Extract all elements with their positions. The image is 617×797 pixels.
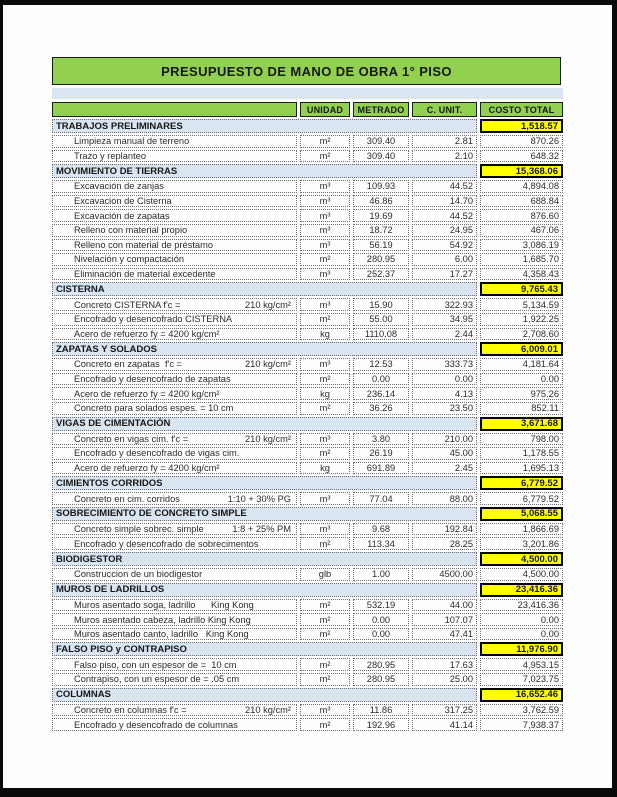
- item-unidad: m³: [300, 224, 350, 237]
- item-description: [52, 613, 297, 626]
- section-row: [52, 342, 563, 356]
- section-header: BIODIGESTOR: [52, 552, 477, 566]
- item-costo: 3,762.59: [480, 704, 563, 717]
- section-row: [52, 583, 563, 597]
- item-description: [52, 298, 297, 311]
- item-description-text: Concreto CISTERNA f'c =: [74, 299, 181, 310]
- item-unidad: m³: [300, 492, 350, 505]
- section-header: SOBRECIMIENTO DE CONCRETO SIMPLE: [52, 507, 477, 521]
- item-metrado: 0.00: [353, 613, 409, 626]
- section-header: FALSO PISO y CONTRAPISO: [52, 642, 477, 656]
- item-unidad: m²: [300, 658, 350, 671]
- item-unidad: m³: [300, 268, 350, 281]
- table-row: [52, 568, 563, 581]
- table-row: [52, 523, 563, 536]
- item-metrado: 3.80: [353, 433, 409, 446]
- column-header-cunit: C. UNIT.: [412, 102, 477, 117]
- item-description-detail: 210 kg/cm²: [245, 299, 291, 310]
- item-cunit: 4500.00: [412, 568, 477, 581]
- item-costo: 1,866.69: [480, 523, 563, 536]
- table-row: [52, 718, 563, 731]
- table-row: [52, 328, 563, 341]
- table-row: [52, 373, 563, 386]
- table-row: [52, 150, 563, 163]
- item-metrado: 113.34: [353, 537, 409, 550]
- table-row: [52, 673, 563, 686]
- item-description: [52, 658, 297, 671]
- item-unidad: m²: [300, 135, 350, 148]
- section-row: [52, 164, 563, 178]
- section-row: [52, 417, 563, 431]
- table-row: [52, 195, 563, 208]
- table-row: [52, 704, 563, 717]
- section-total: 15,368.06: [480, 164, 563, 178]
- item-description-text: Concreto simple sobrec. simple: [74, 524, 204, 535]
- item-description: [52, 447, 297, 460]
- item-unidad: m³: [300, 209, 350, 222]
- section-header: ZAPATAS Y SOLADOS: [52, 342, 477, 356]
- item-description-detail: 210 kg/cm²: [245, 433, 291, 444]
- table-row: [52, 492, 563, 505]
- item-costo: 798.00: [480, 433, 563, 446]
- item-metrado: 46.86: [353, 195, 409, 208]
- item-cunit: 88.00: [412, 492, 477, 505]
- item-metrado: 691.89: [353, 462, 409, 475]
- item-metrado: 18.72: [353, 224, 409, 237]
- item-unidad: m²: [300, 613, 350, 626]
- column-header-metrado: METRADO: [353, 102, 409, 117]
- item-costo: 4,953.15: [480, 658, 563, 671]
- item-costo: 4,181.64: [480, 358, 563, 371]
- item-description-text: Encofrado y desencofrado de sobrecimentos: [74, 538, 259, 549]
- item-metrado: 1.00: [353, 568, 409, 581]
- item-cunit: 25.00: [412, 673, 477, 686]
- table-row: [52, 358, 563, 371]
- item-metrado: 56.19: [353, 239, 409, 252]
- item-description: [52, 150, 297, 163]
- section-header: MUROS DE LADRILLOS: [52, 583, 477, 597]
- item-description-text: Concreto en cim. corridos: [74, 493, 180, 504]
- section-header: VIGAS DE CIMENTACIÓN: [52, 417, 477, 431]
- item-costo: 7,938.37: [480, 718, 563, 731]
- table-row: [52, 658, 563, 671]
- item-cunit: 17.63: [412, 658, 477, 671]
- item-metrado: 280.95: [353, 658, 409, 671]
- item-cunit: 4.13: [412, 387, 477, 400]
- item-description-text: Encofrado y desencofrado de columnas: [74, 719, 238, 730]
- section-row: [52, 552, 563, 566]
- item-cunit: 2.45: [412, 462, 477, 475]
- item-costo: 852.11: [480, 402, 563, 415]
- item-costo: 7,023.75: [480, 673, 563, 686]
- item-cunit: 322.93: [412, 298, 477, 311]
- item-cunit: 2.10: [412, 150, 477, 163]
- table-row: [52, 537, 563, 550]
- table-row: [52, 180, 563, 193]
- item-description-text: Muros asentado cabeza, ladrillo King Kong: [74, 614, 251, 625]
- item-description: [52, 628, 297, 641]
- item-costo: 2,708.60: [480, 328, 563, 341]
- item-unidad: m²: [300, 673, 350, 686]
- item-description-text: Acero de refuerzo fy = 4200 kg/cm²: [74, 388, 220, 399]
- item-costo: 23,416.36: [480, 599, 563, 612]
- item-description-text: Encofrado y desencofrado de vigas cim.: [74, 448, 240, 459]
- item-metrado: 36.26: [353, 402, 409, 415]
- item-description: [52, 462, 297, 475]
- item-description: [52, 402, 297, 415]
- item-description-text: Encofrado y desencofrado CISTERNA: [74, 314, 233, 325]
- item-cunit: 45.00: [412, 447, 477, 460]
- item-metrado: 0.00: [353, 373, 409, 386]
- item-description: [52, 268, 297, 281]
- section-total: 5,068.55: [480, 507, 563, 521]
- table-header-row: [52, 102, 563, 117]
- item-description: [52, 537, 297, 550]
- item-costo: 1,178.55: [480, 447, 563, 460]
- item-description: [52, 135, 297, 148]
- item-cunit: 192.84: [412, 523, 477, 536]
- section-row: [52, 507, 563, 521]
- item-costo: 688.84: [480, 195, 563, 208]
- item-cunit: 2.81: [412, 135, 477, 148]
- item-description: [52, 387, 297, 400]
- item-description: [52, 599, 297, 612]
- item-description-text: Acero de refuerzo fy = 4200 kg/cm²: [74, 328, 220, 339]
- item-metrado: 15.90: [353, 298, 409, 311]
- spacer-band: [52, 88, 563, 99]
- item-description-text: Acero de refuerzo fy = 4200 kg/cm²: [74, 462, 220, 473]
- section-row: [52, 119, 563, 133]
- table-row: [52, 599, 563, 612]
- item-cunit: 54.92: [412, 239, 477, 252]
- item-unidad: m²: [300, 447, 350, 460]
- item-unidad: m³: [300, 523, 350, 536]
- item-unidad: m²: [300, 628, 350, 641]
- item-description: [52, 313, 297, 326]
- section-total: 9,765.43: [480, 282, 563, 296]
- section-header: COLUMNAS: [52, 688, 477, 702]
- section-total: 4,500.00: [480, 552, 563, 566]
- item-cunit: 23.50: [412, 402, 477, 415]
- item-metrado: 236.14: [353, 387, 409, 400]
- item-description: [52, 239, 297, 252]
- item-description-text: Concreto para solados espes. = 10 cm: [74, 403, 234, 414]
- item-unidad: kg: [300, 387, 350, 400]
- item-description: [52, 704, 297, 717]
- item-metrado: 26.19: [353, 447, 409, 460]
- item-description-text: Encofrado y desencofrado de zapatas: [74, 374, 231, 385]
- section-total: 3,671.68: [480, 417, 563, 431]
- item-unidad: m²: [300, 402, 350, 415]
- item-unidad: kg: [300, 328, 350, 341]
- item-costo: 1,685.70: [480, 253, 563, 266]
- item-metrado: 0.00: [353, 628, 409, 641]
- section-total: 16,652.46: [480, 688, 563, 702]
- item-costo: 4,500.00: [480, 568, 563, 581]
- item-cunit: 6.00: [412, 253, 477, 266]
- page-title: PRESUPUESTO DE MANO DE OBRA 1° PISO: [52, 57, 561, 85]
- section-row: [52, 282, 563, 296]
- item-unidad: m³: [300, 239, 350, 252]
- item-cunit: 317.25: [412, 704, 477, 717]
- item-description: [52, 433, 297, 446]
- item-metrado: 1110.08: [353, 328, 409, 341]
- item-metrado: 532.19: [353, 599, 409, 612]
- item-description: [52, 568, 297, 581]
- table-row: [52, 433, 563, 446]
- item-unidad: kg: [300, 462, 350, 475]
- table-row: [52, 209, 563, 222]
- item-description-text: Relleno con material propio: [74, 225, 188, 236]
- item-description: [52, 718, 297, 731]
- item-metrado: 280.95: [353, 673, 409, 686]
- item-description-text: Trazo y replanteo: [74, 150, 147, 161]
- item-costo: 0.00: [480, 613, 563, 626]
- column-header-description: [52, 102, 297, 117]
- section-total: 11,976.90: [480, 642, 563, 656]
- document-page: [3, 5, 612, 788]
- item-description-detail: 210 kg/cm²: [245, 704, 291, 715]
- item-costo: 975.26: [480, 387, 563, 400]
- section-row: [52, 642, 563, 656]
- item-description-text: Construccion de un biodigestor: [74, 569, 203, 580]
- item-unidad: m²: [300, 718, 350, 731]
- item-description-text: Excavación de zapatas: [74, 210, 170, 221]
- item-costo: 648.32: [480, 150, 563, 163]
- item-metrado: 9.68: [353, 523, 409, 536]
- item-description: [52, 373, 297, 386]
- section-header: CISTERNA: [52, 282, 477, 296]
- section-total: 6,009.01: [480, 342, 563, 356]
- item-description-detail: 210 kg/cm²: [245, 359, 291, 370]
- item-cunit: 14.70: [412, 195, 477, 208]
- item-metrado: 77.04: [353, 492, 409, 505]
- item-costo: 870.26: [480, 135, 563, 148]
- item-metrado: 309.40: [353, 135, 409, 148]
- item-cunit: 44.00: [412, 599, 477, 612]
- item-description: [52, 492, 297, 505]
- item-cunit: 333.73: [412, 358, 477, 371]
- item-costo: 3,086.19: [480, 239, 563, 252]
- section-row: [52, 476, 563, 490]
- item-cunit: 28.25: [412, 537, 477, 550]
- section-header: MOVIMIENTO DE TIERRAS: [52, 164, 477, 178]
- table-row: [52, 268, 563, 281]
- section-header: CIMIENTOS CORRIDOS: [52, 476, 477, 490]
- item-description-text: Muros asentado canto, ladrillo King Kong: [74, 629, 249, 640]
- item-metrado: 109.93: [353, 180, 409, 193]
- item-unidad: m³: [300, 433, 350, 446]
- item-description-text: Falso piso, con un espesor de = 10 cm: [74, 659, 237, 670]
- item-metrado: 252.37: [353, 268, 409, 281]
- item-metrado: 309.40: [353, 150, 409, 163]
- item-costo: 5,134.59: [480, 298, 563, 311]
- table-row: [52, 387, 563, 400]
- table-row: [52, 135, 563, 148]
- item-description-text: Concreto en zapatas f'c =: [74, 359, 182, 370]
- item-unidad: m²: [300, 537, 350, 550]
- item-description-detail: 1:10 + 30% PG: [227, 493, 291, 504]
- item-metrado: 192.96: [353, 718, 409, 731]
- item-description-text: Nivelación y compactación: [74, 254, 185, 265]
- item-unidad: m³: [300, 704, 350, 717]
- table-row: [52, 628, 563, 641]
- item-metrado: 55.00: [353, 313, 409, 326]
- item-cunit: 41.14: [412, 718, 477, 731]
- item-unidad: glb: [300, 568, 350, 581]
- item-description-text: Relleno con material de préstamo: [74, 239, 214, 250]
- item-cunit: 44.52: [412, 180, 477, 193]
- item-metrado: 12.53: [353, 358, 409, 371]
- item-description: [52, 224, 297, 237]
- item-cunit: 17.27: [412, 268, 477, 281]
- item-costo: 0.00: [480, 373, 563, 386]
- item-description-text: Concreto en columnas f'c =: [74, 704, 187, 715]
- item-unidad: m²: [300, 373, 350, 386]
- item-cunit: 47.41: [412, 628, 477, 641]
- table-row: [52, 313, 563, 326]
- item-metrado: 19.69: [353, 209, 409, 222]
- item-cunit: 107.07: [412, 613, 477, 626]
- item-cunit: 0.00: [412, 373, 477, 386]
- table-row: [52, 613, 563, 626]
- item-unidad: m²: [300, 253, 350, 266]
- item-unidad: m³: [300, 195, 350, 208]
- item-costo: 4,358.43: [480, 268, 563, 281]
- table-row: [52, 239, 563, 252]
- item-unidad: m²: [300, 150, 350, 163]
- item-unidad: m²: [300, 313, 350, 326]
- column-header-unidad: UNIDAD: [300, 102, 350, 117]
- item-costo: 1,922.25: [480, 313, 563, 326]
- item-description-text: Excavacion de Cisterna: [74, 196, 172, 207]
- item-description-text: Excavación de zanjas: [74, 181, 164, 192]
- item-cunit: 44.52: [412, 209, 477, 222]
- item-cunit: 210.00: [412, 433, 477, 446]
- item-description-text: Contrapiso, con un espesor de = .05 cm: [74, 674, 240, 685]
- item-description: [52, 253, 297, 266]
- item-description-text: Eliminación de material excedente: [74, 269, 216, 280]
- item-costo: 467.06: [480, 224, 563, 237]
- table-row: [52, 447, 563, 460]
- section-total: 1,518.57: [480, 119, 563, 133]
- item-description: [52, 523, 297, 536]
- item-description: [52, 180, 297, 193]
- table-row: [52, 462, 563, 475]
- item-description: [52, 209, 297, 222]
- item-costo: 3,201.86: [480, 537, 563, 550]
- item-description-detail: 1:8 + 25% PM: [232, 524, 291, 535]
- item-metrado: 280.95: [353, 253, 409, 266]
- table-row: [52, 298, 563, 311]
- item-costo: 1,695.13: [480, 462, 563, 475]
- section-total: 23,416.36: [480, 583, 563, 597]
- section-total: 6,779.52: [480, 476, 563, 490]
- item-metrado: 11.86: [353, 704, 409, 717]
- item-description: [52, 673, 297, 686]
- item-description: [52, 195, 297, 208]
- item-cunit: 2.44: [412, 328, 477, 341]
- table-row: [52, 402, 563, 415]
- section-header: TRABAJOS PRELIMINARES: [52, 119, 477, 133]
- item-unidad: m²: [300, 599, 350, 612]
- item-costo: 6,779.52: [480, 492, 563, 505]
- item-costo: 876.60: [480, 209, 563, 222]
- budget-table: [52, 102, 563, 733]
- column-header-costo-total: COSTO TOTAL: [480, 102, 563, 117]
- item-costo: 4,894.08: [480, 180, 563, 193]
- item-description-text: Concreto en vigas cim. f'c =: [74, 433, 189, 444]
- item-unidad: m³: [300, 358, 350, 371]
- item-unidad: m³: [300, 180, 350, 193]
- table-row: [52, 253, 563, 266]
- item-description-text: Limpieza manual de terreno: [74, 136, 190, 147]
- item-unidad: m³: [300, 298, 350, 311]
- section-row: [52, 688, 563, 702]
- item-description: [52, 358, 297, 371]
- item-cunit: 34.95: [412, 313, 477, 326]
- item-description-text: Muros asentado soga, ladrillo King Kong: [74, 599, 254, 610]
- item-description: [52, 328, 297, 341]
- table-row: [52, 224, 563, 237]
- item-costo: 0.00: [480, 628, 563, 641]
- item-cunit: 24.95: [412, 224, 477, 237]
